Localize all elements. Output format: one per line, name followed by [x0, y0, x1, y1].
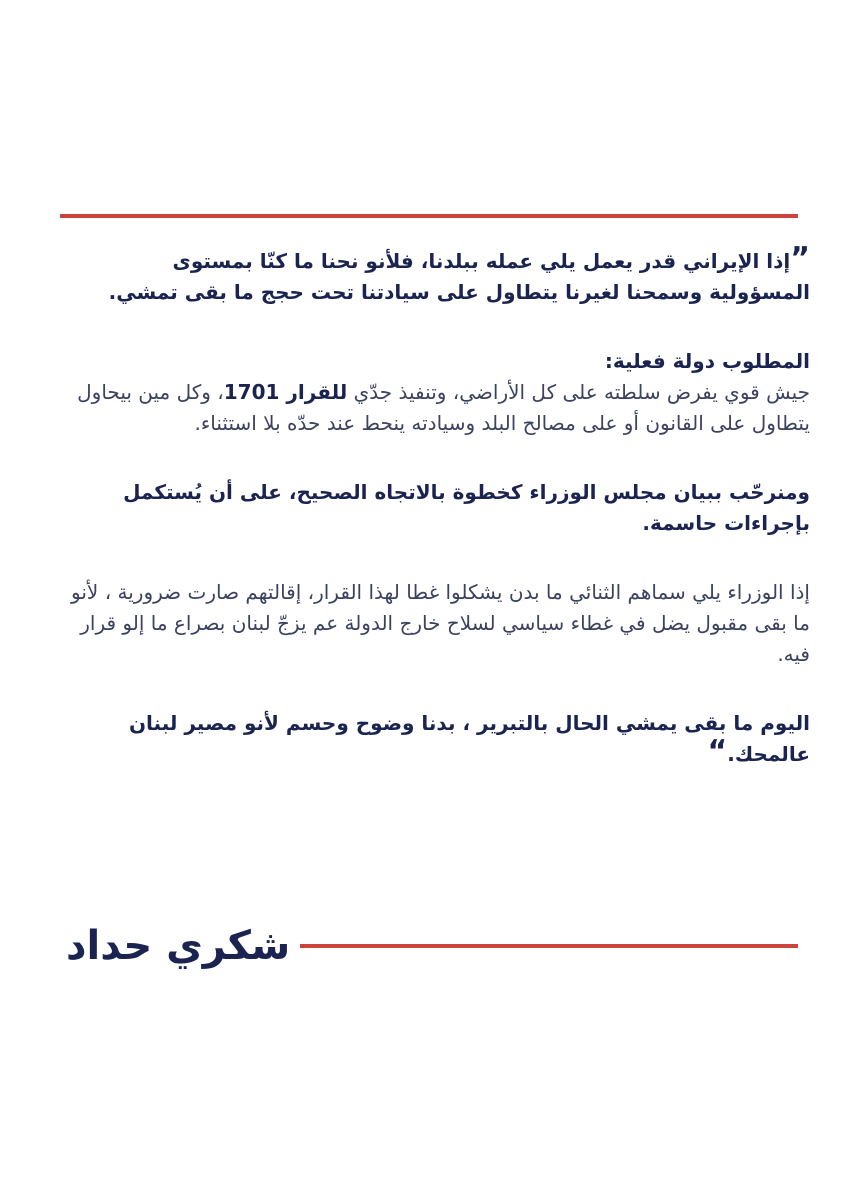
quote-paragraph-5: اليوم ما بقى يمشي الحال بالتبرير ، بدنا وضوح وحسم لأنو مصير لبنان عالمحك.“ — [128, 711, 810, 769]
resolution-reference: للقرار 1701 — [223, 380, 348, 404]
close-quote-mark: “ — [707, 734, 728, 769]
quote-paragraph-2: جيش قوي يفرض سلطته على كل الأراضي، وتنفيذ جدّي للقرار 1701، وكل مين بيحاول يتطاول على القانون أو على مصالح البلد وسيادته ينحط عند حدّه بلا استثناء. — [77, 380, 810, 435]
quote-subheading: المطلوب دولة فعلية: — [604, 349, 810, 373]
quote-paragraph-3: ومنرحّب ببيان مجلس الوزراء كخطوة بالاتجاه الصحيح، على أن يُستكمل بإجراءات حاسمة. — [123, 480, 810, 535]
bottom-divider — [300, 944, 798, 948]
quote-paragraph-1: ”إذا الإيراني قدر يعمل يلي عمله ببلدنا، فلأنو نحنا ما كنّا بمستوى المسؤولية وسمحنا لغيرنا يتطاول على سيادتنا تحت حجج ما بقى تمشي. — [108, 241, 810, 304]
quote-block — [70, 241, 810, 770]
quote-paragraph-4: إذا الوزراء يلي سماهم الثنائي ما بدن يشكلوا غطا لهذا القرار، إقالتهم صارت ضرورية ، لأنو ما بقى مقبول يضل في غطاء سياسي لسلاح خارج الدولة عم يزجّ لبنان بصراع ما إلو قرار فيه. — [71, 580, 810, 666]
author-name: شكري حداد — [66, 923, 291, 969]
author-row — [60, 920, 800, 980]
top-divider — [60, 214, 798, 218]
open-quote-mark: ” — [790, 241, 810, 276]
